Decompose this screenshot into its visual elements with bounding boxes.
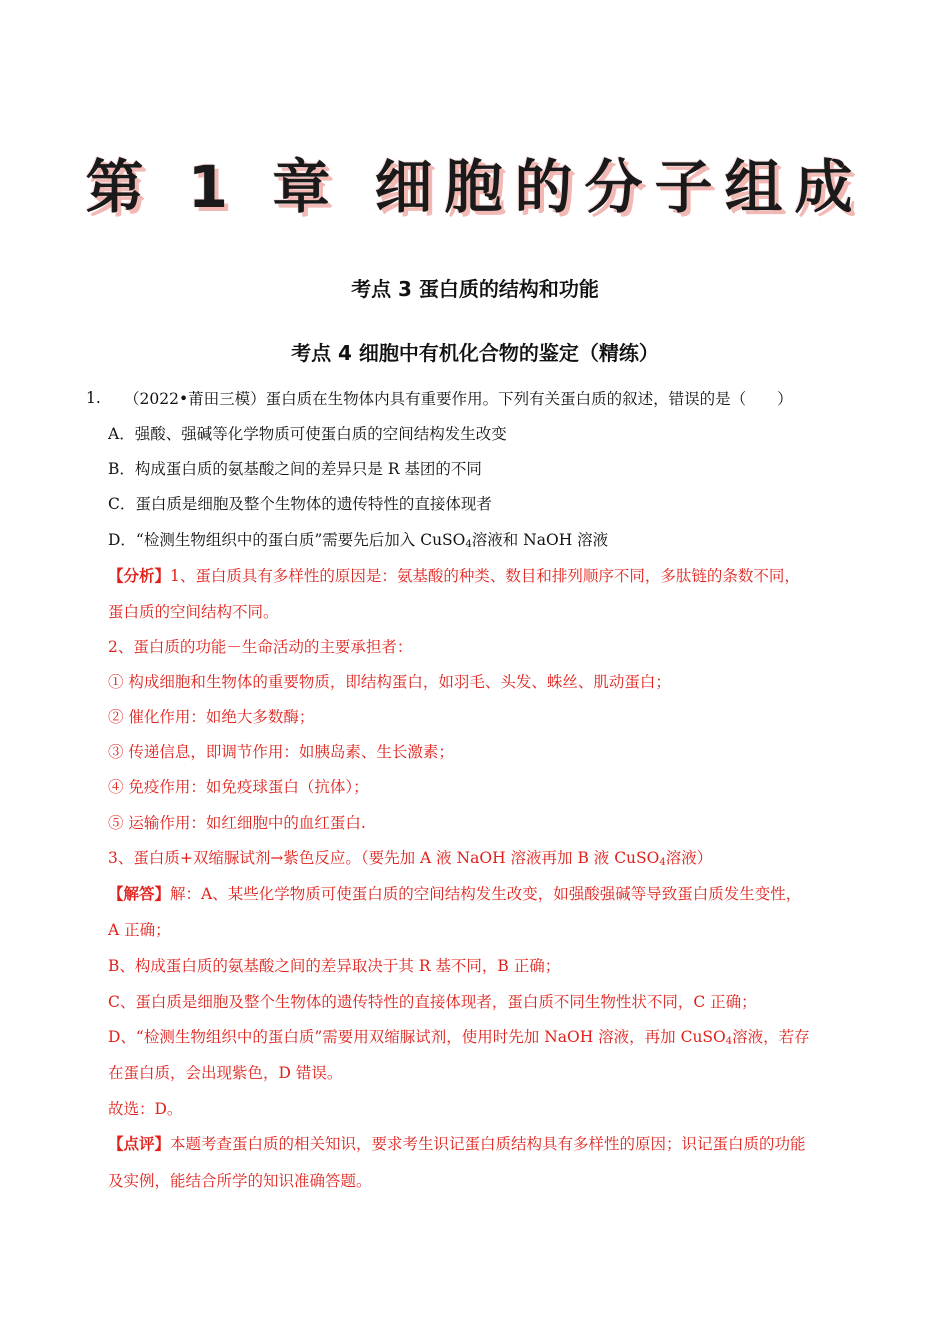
answer-text-5: D、“检测生物组织中的蛋白质”需要用双缩脲试剂，使用时先加 NaOH 溶液，再加 CuSO xyxy=(108,1028,726,1046)
answer-line-2: A 正确； xyxy=(108,921,171,939)
comment-line-1 xyxy=(108,1134,806,1154)
answer-subscript: 4 xyxy=(725,1036,733,1047)
analysis-tag: 【分析】 xyxy=(108,566,171,585)
option-a: A．强酸、强碱等化学物质可使蛋白质的空间结构发生改变 xyxy=(108,425,507,443)
answer-text-5-end: 溶液，若存 xyxy=(732,1028,810,1046)
answer-choice: 故选：D。 xyxy=(108,1100,183,1118)
comment-text-1: 本题考查蛋白质的相关知识，要求考生识记蛋白质结构具有多样性的原因；识记蛋白质的功能 xyxy=(170,1135,806,1153)
answer-line-6: 在蛋白质，会出现紫色，D 错误。 xyxy=(108,1064,343,1082)
comment-line-2: 及实例，能结合所学的知识准确答题。 xyxy=(108,1172,372,1190)
analysis-line-6: ③ 传递信息，即调节作用：如胰岛素、生长激素； xyxy=(108,743,454,761)
analysis-line-8: ⑤ 运输作用：如红细胞中的血红蛋白. xyxy=(108,814,366,832)
analysis-line-1 xyxy=(108,566,800,586)
answer-line-3: B、构成蛋白质的氨基酸之间的差异取决于其 R 基不同，B 正确； xyxy=(108,957,561,975)
section-title-1: 考点 3 蛋白质的结构和功能 xyxy=(351,277,599,301)
analysis-line-9 xyxy=(108,848,712,873)
option-d xyxy=(108,530,608,555)
analysis-subscript: 4 xyxy=(659,857,666,868)
question-number: 1. xyxy=(86,389,101,407)
analysis-line-2: 蛋白质的空间结构不同。 xyxy=(108,603,279,621)
option-d-text: D．“检测生物组织中的蛋白质”需要先后加入 CuSO xyxy=(108,531,466,549)
answer-line-1 xyxy=(108,884,801,904)
analysis-line-3: 2、蛋白质的功能－生命活动的主要承担者： xyxy=(108,638,413,656)
analysis-text-9-end: 溶液） xyxy=(665,849,713,867)
answer-tag: 【解答】 xyxy=(108,884,171,903)
answer-text-1: 解：A、某些化学物质可使蛋白质的空间结构发生改变，如强酸强碱等导致蛋白质发生变性， xyxy=(170,885,802,903)
answer-line-5 xyxy=(108,1027,810,1052)
option-d-subscript: 4 xyxy=(465,539,472,550)
option-d-text-end: 溶液和 NaOH 溶液 xyxy=(471,531,609,549)
analysis-line-5: ② 催化作用：如绝大多数酶； xyxy=(108,708,315,726)
option-b: B．构成蛋白质的氨基酸之间的差异只是 R 基团的不同 xyxy=(108,460,482,478)
comment-tag: 【点评】 xyxy=(108,1134,171,1153)
analysis-line-7: ④ 免疫作用：如免疫球蛋白（抗体）； xyxy=(108,778,369,796)
analysis-text-1: 1、蛋白质具有多样性的原因是：氨基酸的种类、数目和排列顺序不同，多肽链的条数不同， xyxy=(170,567,800,585)
answer-line-4: C、蛋白质是细胞及整个生物体的遗传特性的直接体现者，蛋白质不同生物性状不同，C 正确； xyxy=(108,993,757,1011)
analysis-line-4: ① 构成细胞和生物体的重要物质，即结构蛋白，如羽毛、头发、蛛丝、肌动蛋白； xyxy=(108,673,671,691)
question-stem: （2022•莆田三模）蛋白质在生物体内具有重要作用。下列有关蛋白质的叙述，错误的是（ ） xyxy=(124,390,793,408)
option-c: C．蛋白质是细胞及整个生物体的遗传特性的直接体现者 xyxy=(108,495,492,513)
analysis-text-9: 3、蛋白质+双缩脲试剂→紫色反应。（要先加 A 液 NaOH 溶液再加 B 液 CuSO xyxy=(108,849,660,867)
chapter-title: 第 1 章 细胞的分子组成 xyxy=(85,153,865,221)
section-title-2: 考点 4 细胞中有机化合物的鉴定（精练） xyxy=(291,341,659,365)
